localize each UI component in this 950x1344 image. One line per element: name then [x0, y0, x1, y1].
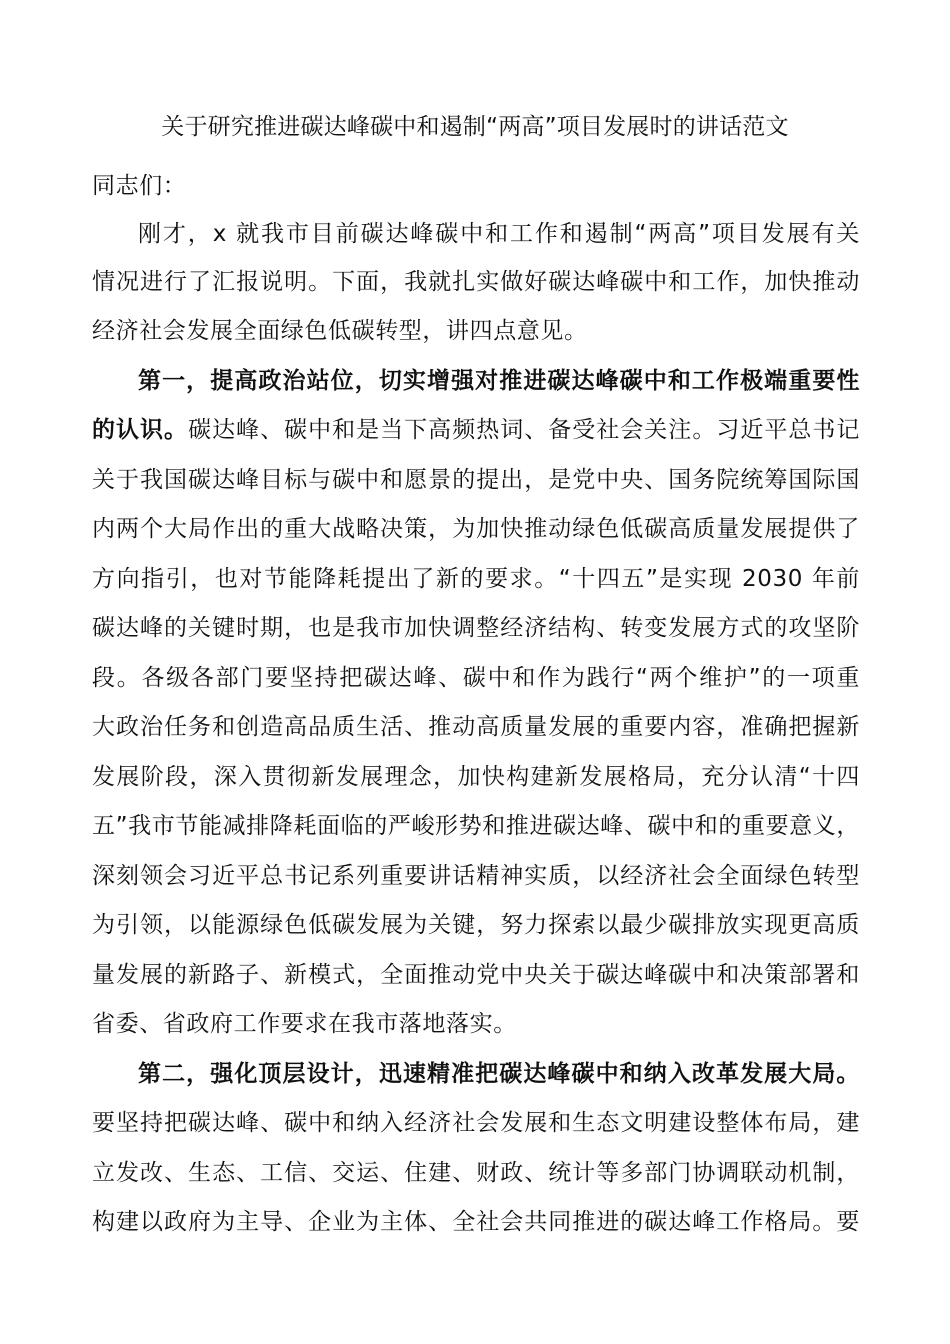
paragraph-text: 碳达峰、碳中和是当下高频热词、备受社会关注。习近平总书记 — [188, 417, 860, 443]
paragraph-line — [92, 415, 860, 445]
paragraph-line: 方向指引，也对节能降耗提出了新的要求。“十四五”是实现 2030 年前 — [92, 566, 860, 592]
paragraph-line: 经济社会发展全面绿色低碳转型，讲四点意见。 — [92, 318, 588, 344]
paragraph-line: 刚才，x 就我市目前碳达峰碳中和工作和遏制“两高”项目发展有关 — [138, 221, 860, 247]
paragraph-line: 为引领，以能源绿色低碳发展为关键，努力探索以最少碳排放实现更高质 — [92, 912, 860, 938]
paragraph-line: 立发改、生态、工信、交运、住建、财政、统计等多部门协调联动机制， — [92, 1160, 860, 1186]
paragraph-line: 情况进行了汇报说明。下面，我就扎实做好碳达峰碳中和工作，加快推动 — [92, 269, 860, 295]
paragraph-line: 量发展的新路子、新模式，全面推动党中央关于碳达峰碳中和决策部署和 — [92, 962, 860, 988]
paragraph-line: 深刻领会习近平总书记系列重要讲话精神实质，以经济社会全面绿色转型 — [92, 863, 860, 889]
paragraph-line: 大政治任务和创造高品质生活、推动高质量发展的重要内容，准确把握新 — [92, 714, 860, 740]
paragraph-line: 关于我国碳达峰目标与碳中和愿景的提出，是党中央、国务院统筹国际国 — [92, 467, 860, 493]
paragraph-line: 段。各级各部门要坚持把碳达峰、碳中和作为践行“两个维护”的一项重 — [92, 665, 860, 691]
paragraph-line: 内两个大局作出的重大战略决策，为加快推动绿色低碳高质量发展提供了 — [92, 516, 860, 542]
section-heading-line: 第二，强化顶层设计，迅速精准把碳达峰碳中和纳入改革发展大局。 — [138, 1061, 860, 1087]
paragraph-line: 发展阶段，深入贯彻新发展理念，加快构建新发展格局，充分认清“十四 — [92, 764, 860, 790]
section-heading-end: 的认识。 — [92, 417, 189, 443]
paragraph-line: 要坚持把碳达峰、碳中和纳入经济社会发展和生态文明建设整体布局，建 — [92, 1110, 860, 1136]
salutation: 同志们： — [92, 173, 187, 199]
paragraph-line: 五”我市节能减排降耗面临的严峻形势和推进碳达峰、碳中和的重要意义， — [92, 813, 860, 839]
paragraph-line: 碳达峰的关键时期，也是我市加快调整经济结构、转变发展方式的攻坚阶 — [92, 615, 860, 641]
document-title: 关于研究推进碳达峰碳中和遏制“两高”项目发展时的讲话范文 — [161, 114, 789, 140]
section-heading-line: 第一，提高政治站位，切实增强对推进碳达峰碳中和工作极端重要性 — [138, 368, 860, 394]
paragraph-line: 构建以政府为主导、企业为主体、全社会共同推进的碳达峰工作格局。要 — [92, 1209, 860, 1235]
paragraph-line: 省委、省政府工作要求在我市落地落实。 — [92, 1011, 517, 1037]
